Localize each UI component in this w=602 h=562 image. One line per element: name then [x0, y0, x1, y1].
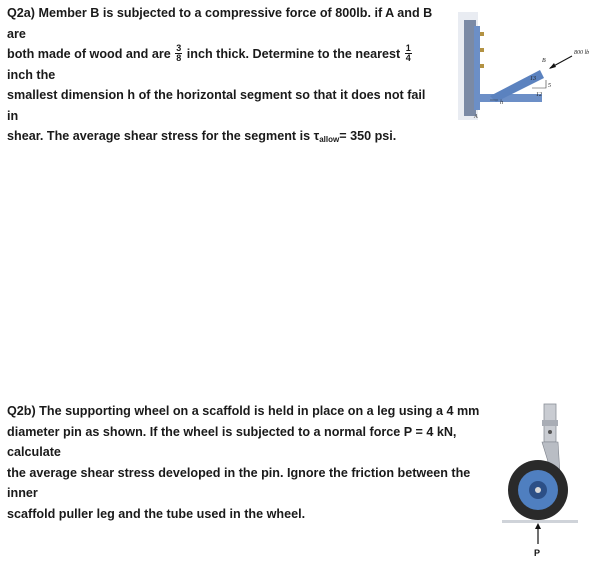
slope-run-label: 12: [536, 92, 542, 98]
q2a-line-2-text-a: both made of wood and are: [7, 47, 171, 61]
question-2b: [7, 401, 492, 524]
h-label: h: [500, 100, 503, 106]
slope-rise-label: 5: [548, 83, 551, 89]
question-2a: [7, 3, 439, 151]
fraction-three-eighths: $\frac{3}{8}$: [176, 43, 182, 64]
load-label: P: [534, 548, 541, 558]
q2a-line-4: [7, 126, 439, 151]
q2a-line-2-text-b: inch thick. Determine to the nearest: [186, 47, 401, 61]
q2b-line-1: Q2b) The supporting wheel on a scaffold is held in place on a leg using a 4 mm: [7, 404, 480, 418]
q2a-line-2-text-c: inch the: [7, 67, 56, 82]
q2b-line-4: scaffold puller leg and the tube used in the wheel.: [7, 506, 306, 521]
axle-icon: [535, 487, 541, 493]
pin-icon: [548, 430, 552, 434]
q2a-line-2: [7, 44, 439, 85]
arrowhead-up-icon: [535, 523, 541, 529]
fraction-one-quarter: $\frac{1}{4}$: [405, 43, 411, 64]
slope-hyp-label: 13: [530, 76, 536, 82]
vertical-member-a: [474, 26, 480, 110]
tau-subscript: allow: [319, 135, 340, 144]
ground: [502, 520, 578, 523]
bolt-icon: [480, 64, 484, 68]
q2a-line-4-text: shear. The average shear stress for the segment is τ: [7, 129, 320, 143]
figure-2b-scaffold-wheel: [498, 402, 582, 560]
leg-sleeve: [542, 420, 558, 426]
bolt-icon: [480, 48, 484, 52]
arrowhead-icon: [549, 63, 556, 69]
q2b-line-2: diameter pin as shown. If the wheel is subjected to a normal force P = 4 kN, calculate: [7, 424, 457, 459]
q2a-line-3: smallest dimension h of the horizontal segment so that it does not fail in: [7, 88, 426, 123]
force-label: 800 lb: [574, 50, 590, 56]
b-label: B: [542, 58, 546, 64]
q2b-line-3: the average shear stress developed in the pin. Ignore the friction between the inner: [7, 465, 471, 500]
q2a-line-4-value: = 350 psi.: [339, 129, 397, 143]
a-label: A: [474, 114, 478, 120]
bolt-icon: [480, 32, 484, 36]
q2a-line-1: Q2a) Member B is subjected to a compressive force of 800lb. if A and B are: [7, 6, 433, 41]
horizontal-segment: [480, 94, 542, 102]
figure-2a-bracket: [450, 12, 602, 122]
